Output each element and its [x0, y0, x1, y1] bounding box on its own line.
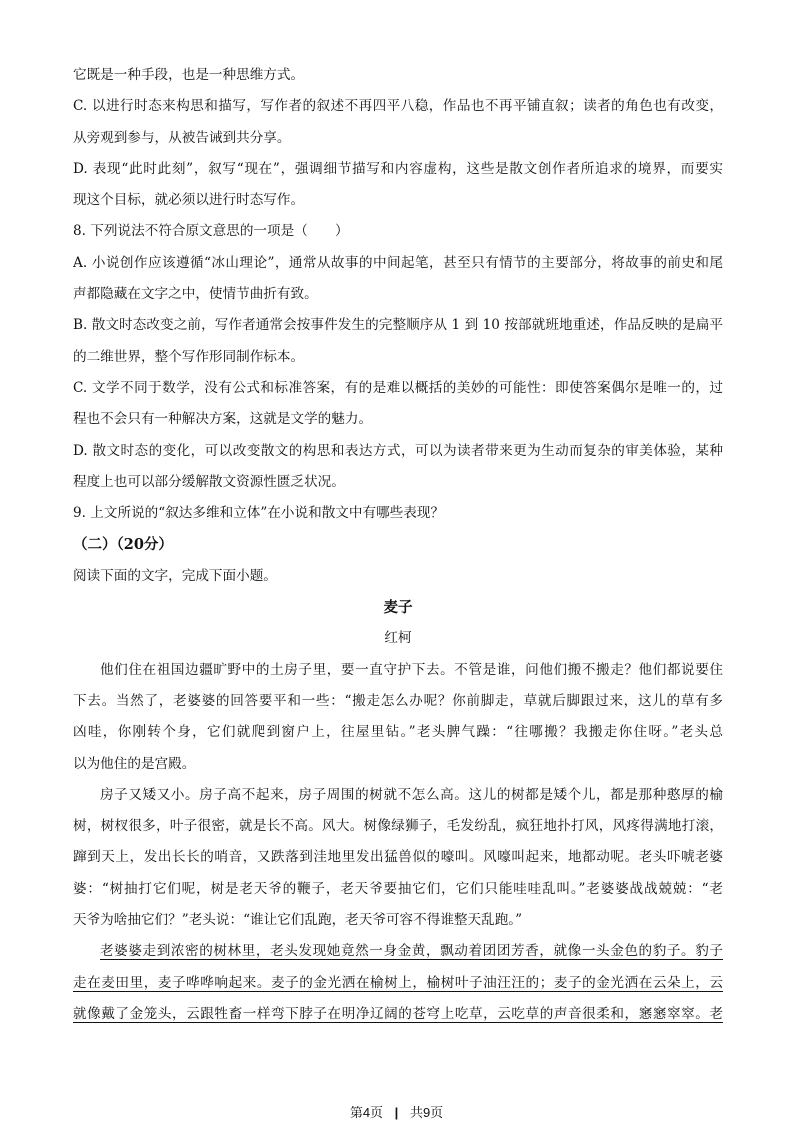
text-line-content: 天爷为啥抽它们？”老头说：“谁让它们乱跑，老天爷可容不得谁整天乱跑。” [73, 912, 523, 929]
text-line-content: C. 文学不同于数学，没有公式和标准答案，有的是难以概括的美妙的可能性：即使答案偶尔是唯一的，过 [73, 379, 723, 396]
text-line-content: 婆：“树抽打它们呢，树是老天爷的鞭子，老天爷要抽它们，它们只能哇哇乱叫。”老婆婆战战兢兢：“老 [73, 880, 723, 897]
text-line-content: D. 散文时态的变化，可以改变散文的构思和表达方式，可以为读者带来更为生动而复杂的审美体验，某种 [73, 442, 723, 459]
text-line-content: 凶哇，你刚转个身，它们就爬到窗户上，往屋里钻。”老头脾气躁：“往哪搬？我搬走你住呀。”老头总 [73, 724, 723, 741]
text-line-content: A. 小说创作应该遵循“冰山理论”，通常从故事的中间起笔，甚至只有情节的主要部分，将故事的前史和尾 [73, 254, 723, 271]
text-line [73, 404, 723, 435]
text-line-content: 9. 上文所说的“叙达多维和立体”在小说和散文中有哪些表现？ [73, 505, 445, 522]
text-line-content: 他们住在祖国边疆旷野中的土房子里，要一直守护下去。不管是谁，问他们搬不搬走？他们都说要住 [100, 661, 723, 678]
text-line [73, 279, 723, 310]
text-line-content: 走在麦田里，麦子哗哗响起来。麦子的金光洒在榆树上，榆树叶子油汪汪的；麦子的金光洒在云朵上，云 [73, 974, 723, 991]
page-footer [0, 1102, 793, 1121]
page-number: 第4页 [349, 1105, 384, 1120]
text-line [73, 874, 723, 905]
text-line [73, 780, 723, 811]
text-line [73, 561, 723, 592]
text-line-content: 就像戴了金笼头，云跟牲畜一样弯下脖子在明净辽阔的苍穹上吃草，云吃草的声音很柔和，窸窸窣窣。老 [73, 1005, 723, 1022]
footer-separator: | [394, 1105, 399, 1120]
text-line-content: 的二维世界，整个写作形同制作标本。 [73, 348, 305, 365]
page-total: 共9页 [409, 1105, 444, 1120]
text-line-content: 老婆婆走到浓密的树林里，老头发现她竟然一身金黄，飘动着团团芳香，就像一头金色的豹子。豹子 [100, 943, 723, 960]
text-line [73, 342, 723, 373]
text-line-content: （二）（20分） [73, 536, 173, 554]
text-line [73, 154, 723, 185]
text-line [73, 936, 723, 967]
text-line [73, 216, 723, 247]
text-line [73, 436, 723, 467]
text-line-content: 8. 下列说法不符合原文意思的一项是（ ） [73, 223, 349, 240]
text-line [73, 623, 723, 654]
text-line-content: 声都隐藏在文字之中，使情节曲折有致。 [73, 286, 318, 303]
text-line [73, 91, 723, 122]
text-line-content: 阅读下面的文字，完成下面小题。 [73, 567, 277, 584]
text-line [73, 905, 723, 936]
text-line-content: 从旁观到参与，从被告诫到共分享。 [73, 129, 291, 146]
text-line [73, 529, 723, 560]
text-line [73, 310, 723, 341]
text-line-content: 蹿到天上，发出长长的哨音，又跌落到洼地里发出猛兽似的嚎叫。风嚎叫起来，地都动呢。老头吓唬老婆 [73, 849, 723, 866]
text-line-content: C. 以进行时态来构思和描写，写作者的叙述不再四平八稳，作品也不再平铺直叙；读者的角色也有改变， [73, 98, 723, 115]
text-line [73, 248, 723, 279]
text-line-content: 程也不会只有一种解决方案，这就是文学的魅力。 [73, 411, 373, 428]
text-line-content: 现这个目标，就必须以进行时态写作。 [73, 192, 305, 209]
text-line [73, 592, 723, 623]
text-line-content: 麦子 [383, 599, 413, 617]
text-line [73, 373, 723, 404]
text-line-content: 红柯 [384, 630, 412, 647]
text-line-content: 树，树杈很多，叶子很密，就是长不高。风大。树像绿狮子，毛发纷乱，疯狂地扑打风，风疼得满地打滚， [73, 818, 723, 835]
text-line [73, 467, 723, 498]
text-line [73, 968, 723, 999]
text-line-content: 以为他住的是宫殿。 [73, 755, 196, 772]
text-line-content: 下去。当然了，老婆婆的回答要平和一些：“搬走怎么办呢？你前脚走，草就后脚跟过来，这儿的草有多 [73, 692, 723, 709]
text-line [73, 498, 723, 529]
text-line-content: 房子又矮又小。房子高不起来，房子周围的树就不怎么高。这儿的树都是矮个儿，都是那种憨厚的榆 [100, 786, 723, 803]
text-line-content: D. 表现“此时此刻”，叙写“现在”，强调细节描写和内容虚构，这些是散文创作者所追求的境界，而要实 [73, 160, 723, 177]
text-line [73, 185, 723, 216]
text-line [73, 60, 723, 91]
text-line [73, 123, 723, 154]
document-body [73, 60, 723, 1030]
text-line-content: 程度上也可以部分缓解散文资源性匮乏状况。 [73, 473, 345, 490]
text-line [73, 655, 723, 686]
text-line [73, 842, 723, 873]
text-line [73, 749, 723, 780]
text-line [73, 999, 723, 1030]
text-line [73, 811, 723, 842]
text-line-content: 它既是一种手段，也是一种思维方式。 [73, 67, 305, 83]
text-line [73, 686, 723, 717]
text-line [73, 717, 723, 748]
text-line-content: B. 散文时态改变之前，写作者通常会按事件发生的完整顺序从 1 到 10 按部就班地重述，作品反映的是扁平 [73, 317, 723, 334]
